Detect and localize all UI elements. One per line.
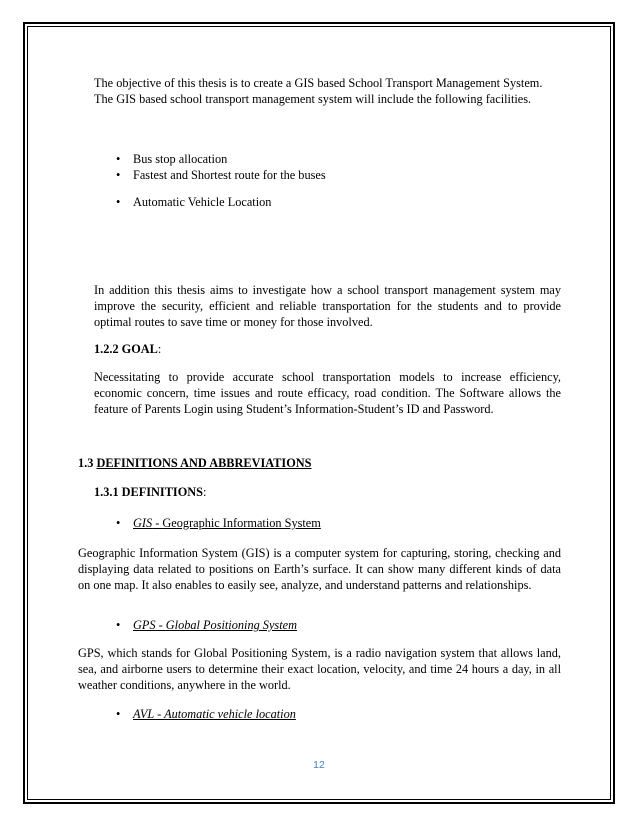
definition-separator: -: [152, 516, 163, 530]
objective-paragraph: [94, 75, 561, 107]
bullet-icon: •: [116, 168, 121, 182]
goal-heading-text: 1.2.2 GOAL: [94, 342, 158, 356]
definition-abbr: GIS: [133, 516, 153, 530]
definition-term: [133, 617, 297, 633]
section-1-3-1-heading: [94, 484, 394, 500]
definition-full: Geographic Information System: [162, 516, 321, 530]
bullet-icon: •: [116, 152, 121, 166]
definition-full: Global Positioning System: [165, 618, 297, 632]
definition-term: [133, 515, 321, 531]
section-1-3-1-text: 1.3.1 DEFINITIONS: [94, 485, 203, 499]
facility-label: Automatic Vehicle Location: [133, 195, 272, 209]
section-1-3-heading: [78, 455, 478, 471]
objective-line-2: The GIS based school transport management system will include the following facilities.: [94, 92, 532, 106]
goal-paragraph: Necessitating to provide accurate school transportation models to increase efficiency, economic concern, time issues and route efficacy, road condition. The Software allows the feature of Parents Login using Student’s Information-Student’s ID and Password.: [94, 370, 561, 416]
addition-paragraph: In addition this thesis aims to investigate how a school transport management system may improve the security, efficient and reliable transportation for the students and to provide optimal routes to save time or money for those involved.: [94, 283, 561, 329]
bullet-icon: •: [116, 618, 121, 632]
facility-label: Fastest and Shortest route for the buses: [133, 168, 326, 182]
goal-heading: [94, 341, 394, 357]
definition-separator: -: [155, 618, 166, 632]
definition-abbr: AVL: [133, 707, 155, 721]
section-1-3-1-colon: :: [203, 485, 207, 499]
gis-description: Geographic Information System (GIS) is a computer system for capturing, storing, checking and displaying data related to positions on Earth’s surface. It can show many different kinds of data on one map. It also enables to easily see, analyze, and understand patterns and relationships.: [78, 546, 561, 592]
bullet-icon: •: [116, 195, 121, 209]
definition-abbr: GPS: [133, 618, 156, 632]
section-1-3-number: 1.3: [78, 456, 94, 470]
gps-description: GPS, which stands for Global Positioning System, is a radio navigation system that allows land, sea, and airborne users to determine their exact location, velocity, and time 24 hours a day, in all weather conditions, anywhere in the world.: [78, 646, 561, 692]
section-1-3-title: DEFINITIONS AND ABBREVIATIONS: [96, 456, 312, 470]
definition-full: Automatic vehicle location: [164, 707, 296, 721]
definition-separator: -: [154, 707, 165, 721]
definition-term: [133, 706, 296, 722]
bullet-icon: •: [116, 707, 121, 721]
goal-heading-colon: :: [157, 342, 162, 356]
objective-line-1: The objective of this thesis is to create a GIS based School Transport Management System.: [94, 76, 543, 90]
facility-label: Bus stop allocation: [133, 152, 228, 166]
bullet-icon: •: [116, 516, 121, 530]
page-number: 12: [313, 759, 325, 771]
